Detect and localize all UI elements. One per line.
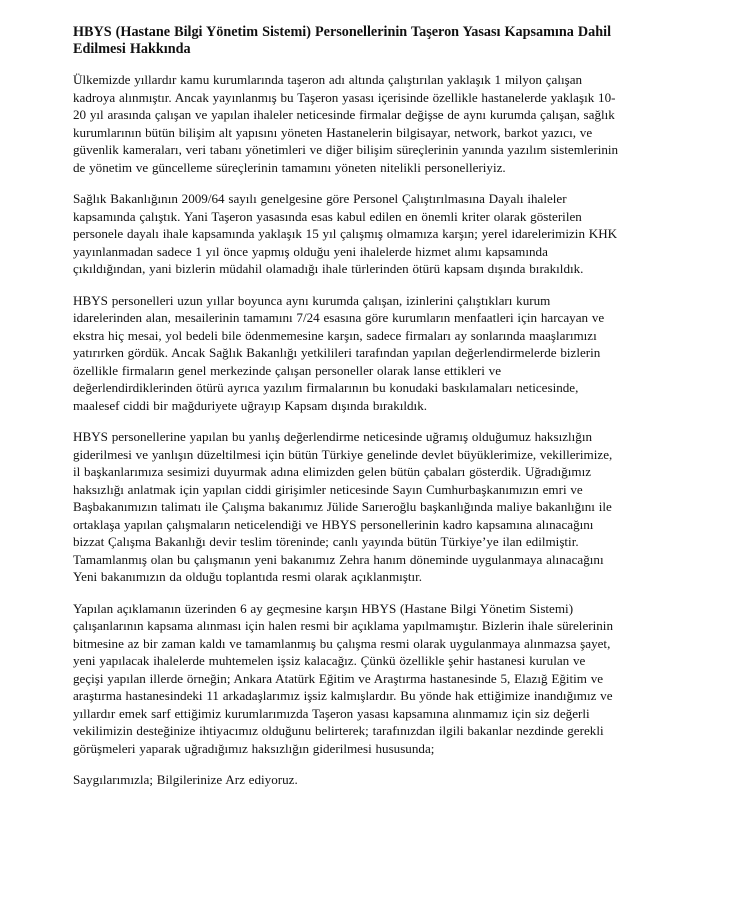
text-line: ekstra hiç mesai, yol bedeli bile ödenmemesine karşın, sadece firmaları ay sonlarında maaşlarımızı xyxy=(73,327,597,343)
text-line: Başbakanımızın talimatı ile Çalışma bakanımız Jülide Sarıeroğlu başkanlığında maliye bakanlığını ile xyxy=(73,499,612,514)
text-line: yeni yapılacak ihalelerde muhtemelen işsiz kalacağız. Çünkü özellikle şehir hastanesi kurulan ve xyxy=(73,653,586,668)
text-line: çıkıldığından, yani bizlerin müdahil olamadığı ihale türlerinden ötürü kapsam dışında bırakıldık. xyxy=(73,261,584,276)
document-title xyxy=(73,24,673,58)
paragraph-4 xyxy=(73,428,673,586)
text-line: kadroya alınmıştır. Ancak yayınlanmış bu Taşeron yasası içerisinde özellikle hastanelerde yaklaşık 10- xyxy=(73,89,616,105)
text-line: yıllardır emek sarf ettiğimiz kurumlarımızda Taşeron yasası kapsamına alınmamız için siz değerli xyxy=(73,705,590,721)
text-line: değerlendirdiklerinden ötürü ayrıca yazılım firmalarının bu konudaki baskılamaları neticesinde, xyxy=(73,380,579,395)
text-line: yatırırken gördük. Ancak Sağlık Bakanlığı yetkilileri tarafından yapılan değerlendirmelerde bizlerin xyxy=(73,345,601,360)
text-line: idarelerinden alan, mesailerinin tamamını 7/24 esasına göre kurumların menfaatleri için harcayan ve xyxy=(73,310,605,325)
text-line: çalışanlarının kapsama alınması için halen resmi bir açıklama yapılmamıştır. Bizlerin ihale sürelerinin xyxy=(73,618,613,633)
text-line: personele dayalı ihale kapsamında yaklaşık 15 yıl çalışmış olmamıza karşın; yerel idarelerimizin KHK xyxy=(73,226,618,241)
text-line: Yapılan açıklamanın üzerinden 6 ay geçmesine karşın HBYS (Hastane Bilgi Yönetim Sistemi) xyxy=(73,600,574,616)
text-line: bitmesine az bir zaman kaldı ve tamamlanmış bu çalışma resmi olarak uygulanmaya alınmazsa şayet, xyxy=(73,635,611,651)
text-line: kurumlarının bütün bilişim alt yapısını yöneten Hastanelerin bilgisayar, network, barkot yazıcı, ve xyxy=(73,124,593,140)
text-line: Ülkemizde yıllardır kamu kurumlarında taşeron adı altında çalıştırılan yaklaşık 1 milyon çalışan xyxy=(73,72,583,87)
text-line: Yeni bakanımızın da olduğu toplantıda resmi olarak açıklanmıştır. xyxy=(73,569,423,584)
text-line: HBYS personellerine yapılan bu yanlış değerlendirme neticesinde uğramış olduğumuz haksızlığın xyxy=(73,429,593,444)
text-line: bizzat Çalışma Bakanlığı devir teslim töreninde; canlı yayında bütün Türkiye’ye ilan edilmiştir. xyxy=(73,534,579,549)
paragraph-1 xyxy=(73,71,673,176)
text-line: de yönetim ve güncelleme süreçlerinin tamamını yöneten nitelikli personelleriyiz. xyxy=(73,159,506,175)
text-line: geçişi yapılan illerde örneğin; Ankara Atatürk Eğitim ve Araştırma hastanesinde 5, Elazığ Eğitim ve xyxy=(73,670,604,686)
text-line: görüşmeleri yaparak uğradığımız haksızlığın giderilmesi hususunda; xyxy=(73,740,435,756)
text-line: Sağlık Bakanlığının 2009/64 sayılı genelgesine göre Personel Çalıştırılmasına Dayalı ihaleler xyxy=(73,191,567,206)
text-line: özellikle firmaların genel merkezinde çalışan personeller olarak lanse ettikleri ve xyxy=(73,362,502,378)
text-line: il başkanlarımıza sesimizi duyurmak adına elimizden gelen bütün çabaları gösterdik. Uğradığımız xyxy=(73,464,592,479)
paragraph-5 xyxy=(73,600,673,758)
text-line: maalesef ciddi bir mağduriyete uğrayıp Kapsam dışında bırakıldık. xyxy=(73,397,428,413)
text-line: araştırma hastanesindeki 11 arkadaşlarımız işsiz kalmışlardır. Bu yönde hak ettiğimize inandığımız ve xyxy=(73,688,613,703)
text-line: ortaklaşa yapılan çalışmaların neticelendiği ve HBYS personellerinin kadro kapsamına alınacağını xyxy=(73,516,594,532)
text-line: 20 yıl arasında çalışan ve yapılan ihaleler neticesinde firmalar değişse de aynı kurumda çalışan, sağlık xyxy=(73,107,615,122)
text-line: giderilmesi ve yanlışın düzeltilmesi için bütün Türkiye genelinde devlet büyüklerimize, vekillerimize, xyxy=(73,446,613,462)
text-line: kapsamında çalıştık. Yani Taşeron yasasında esas kabul edilen en önemli kriter olarak gösterilen xyxy=(73,208,582,224)
letter-document xyxy=(73,24,673,803)
title-line: Edilmesi Hakkında xyxy=(73,41,191,57)
paragraph-3 xyxy=(73,292,673,415)
text-line: haksızlığı anlatmak için yapılan ciddi girişimler neticesinde Sayın Cumhurbaşkanımızın emri ve xyxy=(73,481,583,497)
text-line: Tamamlanmış olan bu çalışmanın yeni bakanımız Zehra hanım döneminde uygulanmaya alınacağını xyxy=(73,551,604,567)
text-line: HBYS personelleri uzun yıllar boyunca aynı kurumda çalışan, izinlerini çalıştıkları kurum xyxy=(73,292,551,308)
title-line: HBYS (Hastane Bilgi Yönetim Sistemi) Personellerinin Taşeron Yasası Kapsamına Dahil xyxy=(73,24,612,40)
closing-line: Saygılarımızla; Bilgilerinize Arz ediyoruz. xyxy=(73,772,298,787)
paragraph-2 xyxy=(73,190,673,278)
closing-paragraph xyxy=(73,771,673,789)
text-line: vekilimizin desteğinize ihtiyacımız olduğunu belirterek; tarafınızdan ilgili bakanlar nezdinde gerekli xyxy=(73,723,604,738)
text-line: yayınlanmadan sadece 1 yıl önce yapmış olduğu yeni ihalelerde hizmet alımı kapsamında xyxy=(73,243,548,259)
text-line: güvenlik kameraları, veri tabanı yönetimleri ve diğer bilişim süreçlerinin yanında yazılım sistemlerinin xyxy=(73,142,619,157)
